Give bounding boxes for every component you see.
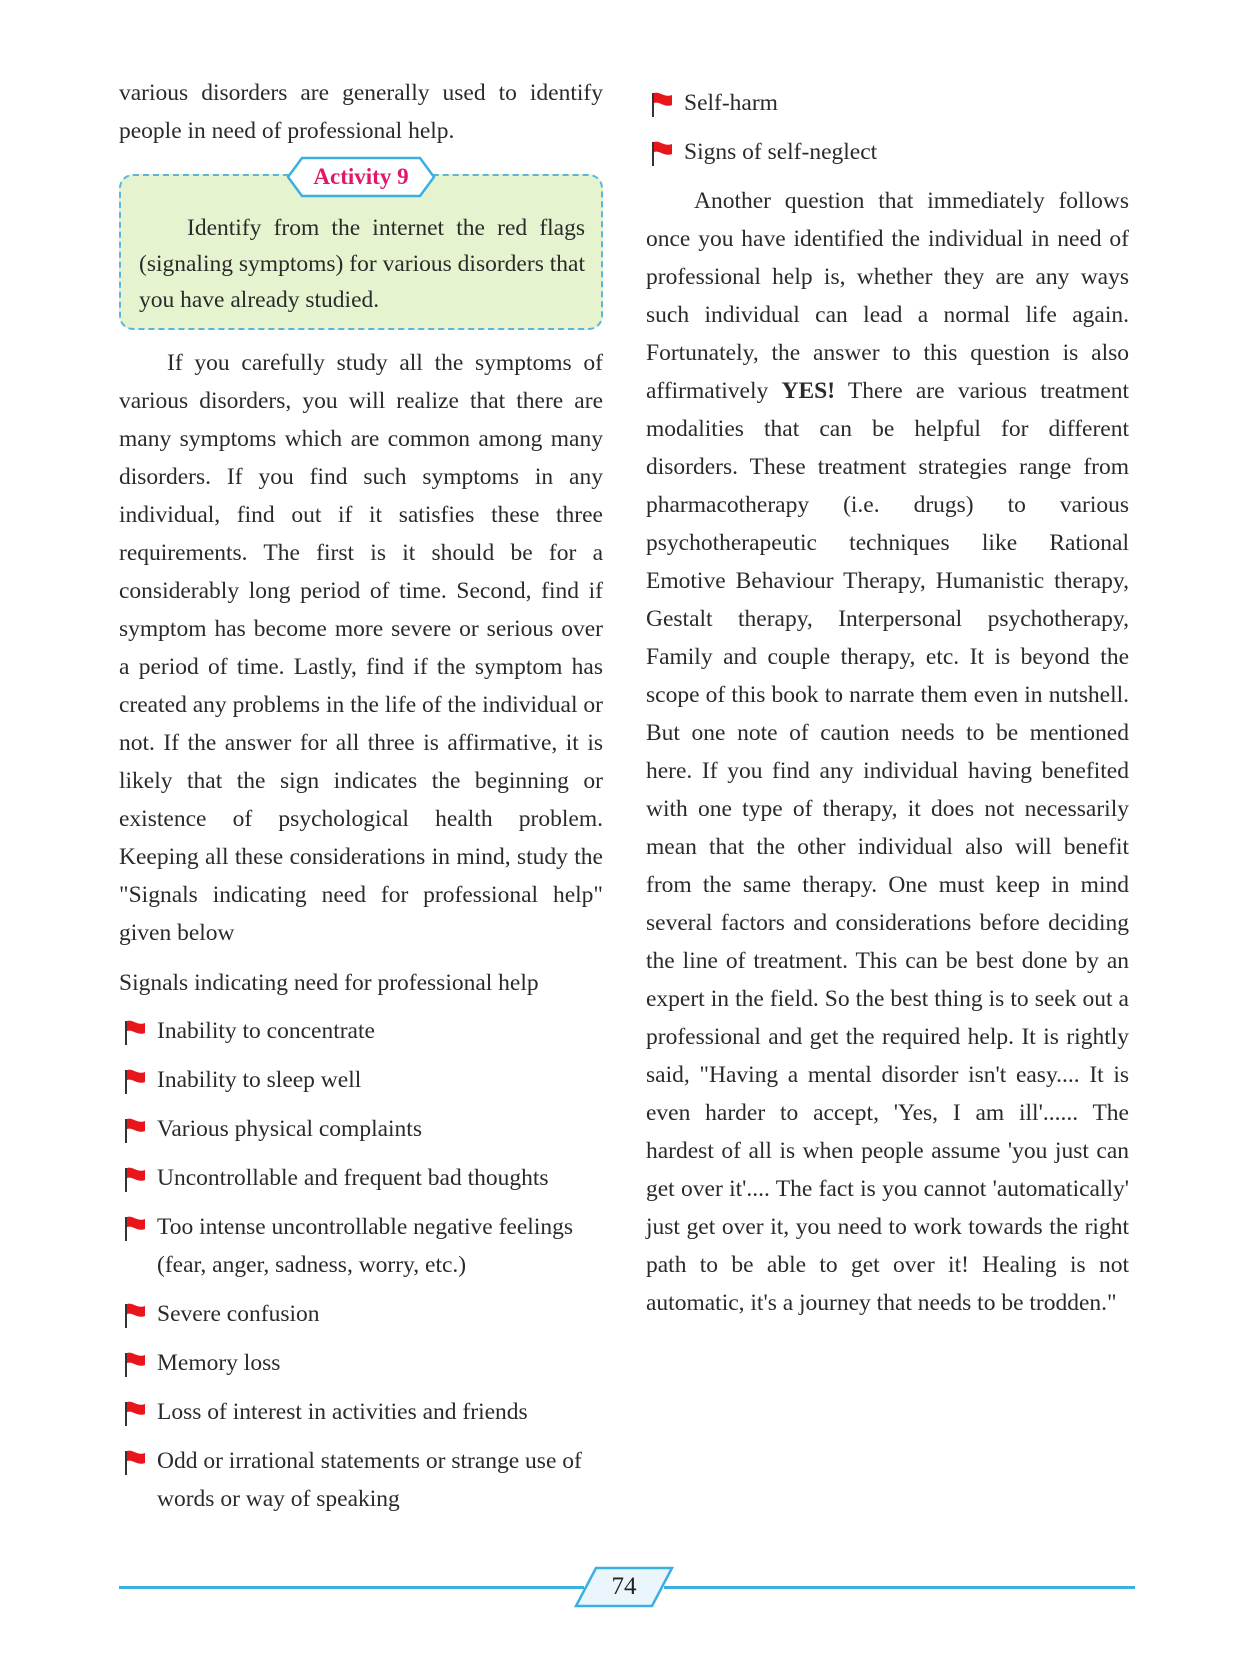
activity-text: Identify from the internet the red flags (signaling symptoms) for various disorders that you have already studied.: [139, 215, 585, 313]
signal-text: Uncontrollable and frequent bad thoughts: [157, 1165, 549, 1191]
activity-title-badge: [286, 156, 436, 198]
signal-text: Inability to sleep well: [157, 1067, 362, 1093]
signal-text: Severe confusion: [157, 1301, 320, 1327]
footer-rule-left: [119, 1586, 584, 1589]
red-flag-icon: [123, 1399, 147, 1427]
list-item: [119, 1110, 603, 1148]
treatment-paragraph: [646, 182, 1129, 1322]
list-item: [119, 1061, 603, 1099]
activity-box: [119, 164, 603, 330]
list-item: [646, 133, 1129, 171]
list-item: [119, 1442, 603, 1518]
signal-text: Signs of self-neglect: [684, 139, 878, 165]
list-item: [119, 1208, 603, 1284]
signals-heading: Signals indicating need for professional help: [119, 970, 539, 996]
body-paragraph: If you carefully study all the symptoms of various disorders, you will realize that there are many symptoms which are common among many disorders. If you find such symptoms in any individual, find out if it satisfies these three requirements. The first is it should be for a considerably long period of time. Second, find if symptom has become more severe or serious over a period of time. Lastly, find if the symptom has created any problems in the life of the individual or not. If the answer for all three is affirmative, it is likely that the sign indicates the beginning or existence of psychological health problem. Keeping all these considerations in mind, study the "Signals indicating need for professional help" given below: [119, 350, 603, 946]
treatment-text-end: There are various treatment modalities that can be helpful for different disorders. These treatment strategies range from pharmacotherapy (i.e. drugs) to various psychotherapeutic techniques like Rational Emotive Behaviour Therapy, Humanistic therapy, Gestalt therapy, Interpersonal psychotherapy, Family and couple therapy, etc. It is beyond the scope of this book to narrate them even in nutshell. But one note of caution needs to be mentioned here. If you find any individual having benefited with one type of therapy, it does not necessarily mean that the other individual also will benefit from the same therapy. One must keep in mind several factors and considerations before deciding the line of treatment. This can be best done by an expert in the field. So the best thing is to seek out a professional and get the required help. It is rightly said, "Having a mental disorder isn't easy.... It is even harder to accept, 'Yes, I am ill'...... The hardest of all is when people assume 'you just can get over it'.... The fact is you cannot 'automatically' just get over it, you need to work towards the right path to be able to get over it! Healing is not automatic, it's a journey that needs to be trodden.": [646, 378, 1130, 1316]
treatment-text-start: Another question that immediately follows once you have identified the individual in need of professional help is, whether they are any ways such individual can lead a normal life again. Fortunately, the answer to this question is also affirmatively: [646, 188, 1129, 404]
red-flag-icon: [123, 1350, 147, 1378]
signal-text: Memory loss: [157, 1350, 281, 1376]
signal-text: Loss of interest in activities and friends: [157, 1399, 528, 1425]
red-flag-icon: [650, 139, 674, 167]
list-item: [119, 1344, 603, 1382]
list-item: [119, 1295, 603, 1333]
signal-text: Inability to concentrate: [157, 1018, 375, 1044]
signals-list: [119, 1012, 603, 1518]
red-flag-icon: [123, 1165, 147, 1193]
signal-text: Odd or irrational statements or strange use of words or way of speaking: [157, 1448, 582, 1512]
red-flag-icon: [123, 1018, 147, 1046]
page-number: 74: [611, 1573, 637, 1600]
intro-paragraph: various disorders are generally used to identify people in need of professional help.: [119, 80, 603, 144]
signal-text: Self-harm: [684, 90, 778, 116]
left-column: [119, 74, 603, 1529]
red-flag-icon: [123, 1448, 147, 1476]
signal-text: Various physical complaints: [157, 1116, 422, 1142]
red-flag-icon: [123, 1301, 147, 1329]
red-flag-icon: [123, 1067, 147, 1095]
signals-list-continued: [646, 84, 1129, 171]
list-item: [119, 1159, 603, 1197]
red-flag-icon: [650, 90, 674, 118]
signal-text: Too intense uncontrollable negative feelings (fear, anger, sadness, worry, etc.): [157, 1214, 574, 1278]
red-flag-icon: [123, 1214, 147, 1242]
activity-title: Activity 9: [313, 164, 409, 189]
right-column: [646, 74, 1129, 1322]
list-item: [646, 84, 1129, 122]
list-item: [119, 1012, 603, 1050]
list-item: [119, 1393, 603, 1431]
yes-emphasis: YES!: [781, 378, 836, 404]
footer-rule-right: [664, 1586, 1135, 1589]
red-flag-icon: [123, 1116, 147, 1144]
